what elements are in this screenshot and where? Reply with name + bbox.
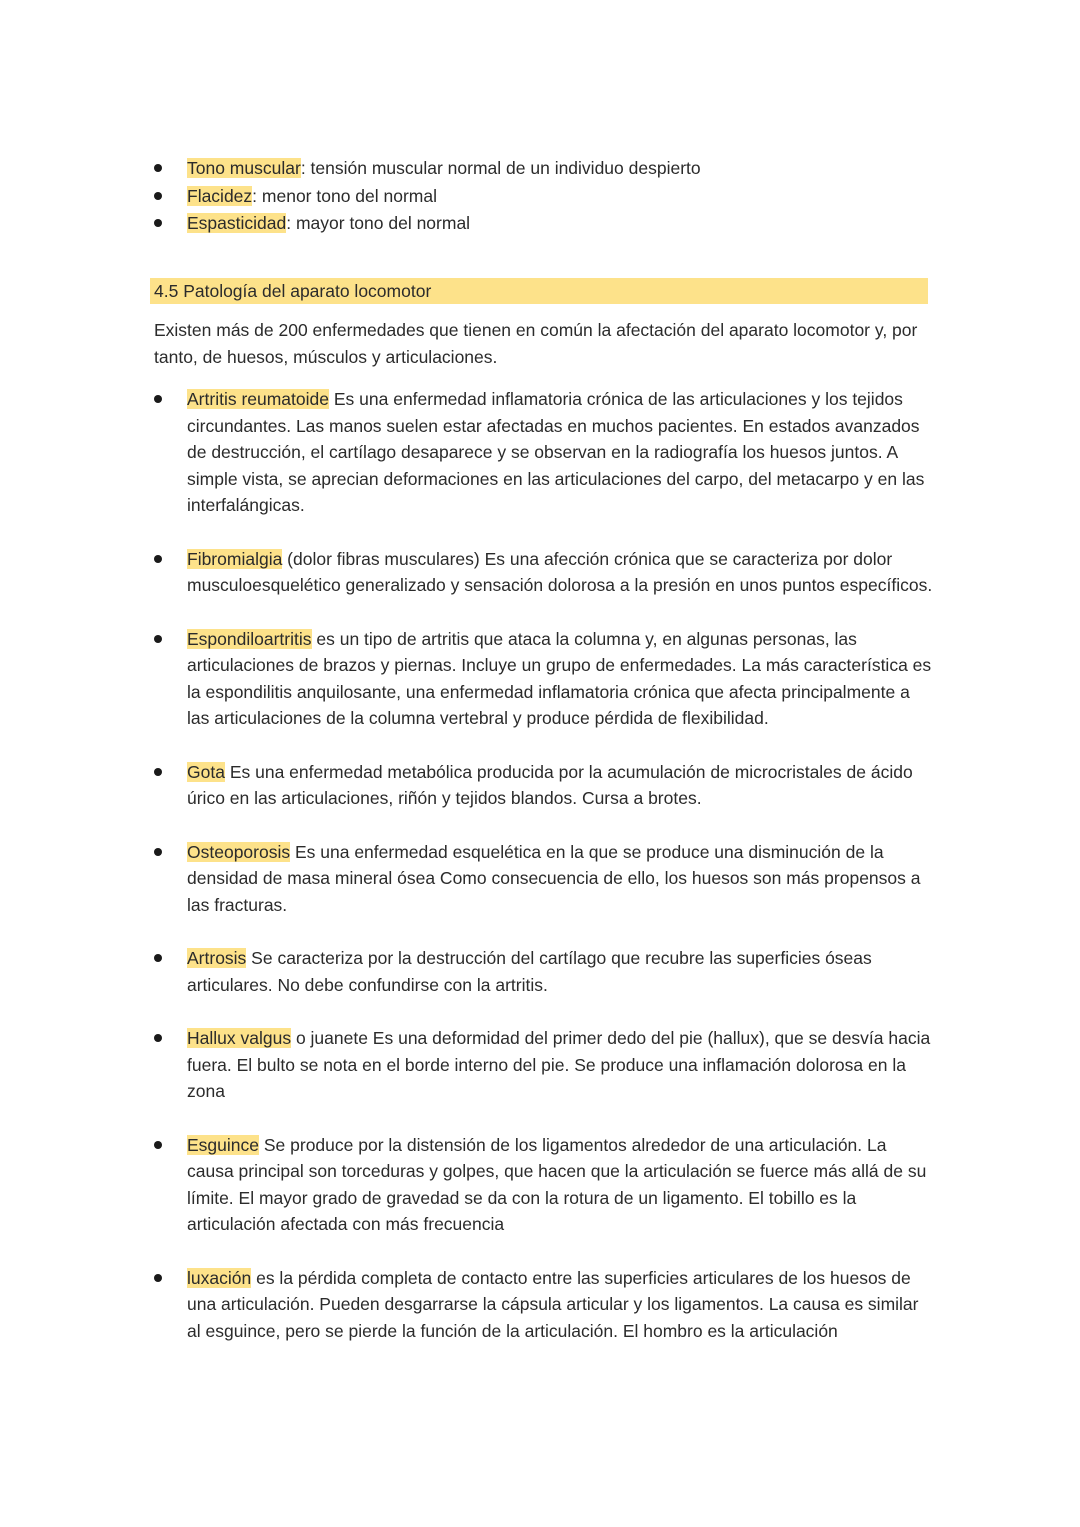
section-heading: 4.5 Patología del aparato locomotor (150, 278, 928, 304)
bullet-icon (154, 219, 162, 227)
bullet-icon (154, 848, 162, 856)
disease-list (154, 386, 934, 1371)
list-item (154, 945, 934, 998)
description-text: o juanete Es una deformidad del primer dedo del pie (hallux), que se desvía hacia fuera. El bulto se nota en el borde interno del pie. Se produce una inflamación dolorosa en la zona (187, 1028, 931, 1101)
bullet-icon (154, 192, 162, 200)
highlighted-term: Flacidez (187, 185, 253, 206)
description-text: es la pérdida completa de contacto entre las superficies articulares de los huesos de una articulación. Pueden desgarrarse la cápsula articular y los ligamentos. La causa es similar al esguince, pero se pierde la función de la articulación. El hombro es la articulación (187, 1267, 919, 1341)
description-text: Es una enfermedad inflamatoria crónica de las articulaciones y los tejidos circundantes. Las manos suelen estar afectadas en muchos pacientes. En estados avanzados de destrucción, el cartílago desaparece y se observan en la radiografía los huesos juntos. A simple vista, se aprecian deformaciones en las articulaciones del carpo, del metacarpo y en las interfalángicas. (187, 389, 925, 515)
list-item (154, 183, 934, 210)
highlighted-term: Gota (187, 761, 225, 782)
description-text: Se produce por la distensión de los ligamentos alrededor de una articulación. La causa principal son torceduras y golpes, que hacen que la articulación se fuerce más allá de su límite. El mayor grado de gravedad se da con la rotura de un ligamento. El tobillo es la articulación afectada con más frecuencia (187, 1134, 927, 1234)
list-item (154, 546, 934, 599)
list-item (154, 1132, 934, 1238)
description-text: (dolor fibras musculares) Es una afección crónica que se caracteriza por dolor musculoesquelético generalizado y sensación dolorosa a la presión en unos puntos específicos. (187, 548, 933, 595)
list-item (154, 759, 934, 812)
description-text: Es una enfermedad esquelética en la que se produce una disminución de la densidad de masa mineral ósea Como consecuencia de ello, los huesos son más propensos a las fracturas. (187, 841, 921, 915)
bullet-icon (154, 164, 162, 172)
bullet-icon (154, 635, 162, 643)
definition-text: : tensión muscular normal de un individuo despierto (300, 158, 701, 178)
bullet-icon (154, 1141, 162, 1149)
list-item (154, 210, 934, 237)
highlighted-term: Artrosis (187, 948, 247, 968)
intro-paragraph: Existen más de 200 enfermedades que tienen en común la afectación del aparato locomotor y, por tanto, de huesos, músculos y articulaciones. (154, 320, 918, 367)
highlighted-term: Osteoporosis (187, 841, 291, 862)
highlighted-term: Fibromialgia (187, 548, 283, 569)
bullet-icon (154, 768, 162, 776)
description-text: Es una enfermedad metabólica producida por la acumulación de microcristales de ácido úrico en las articulaciones, riñón y tejidos blandos. Cursa a brotes. (187, 761, 913, 808)
list-item (154, 386, 934, 519)
bullet-icon (154, 555, 162, 563)
list-item (154, 155, 934, 182)
highlighted-term: Espasticidad (187, 213, 287, 233)
list-item (154, 1265, 934, 1345)
bullet-icon (154, 1034, 162, 1042)
description-text: es un tipo de artritis que ataca la columna y, en algunas personas, las articulaciones de brazos y piernas. Incluye un grupo de enfermedades. La más característica es la espondilitis anquilosante, una enfermedad inflamatoria crónica que afecta principalmente a las articulaciones de la columna vertebral y produce pérdida de flexibilidad. (187, 628, 932, 728)
highlighted-term: Artritis reumatoide (187, 389, 329, 409)
highlighted-term: Hallux valgus (187, 1028, 292, 1048)
bullet-icon (154, 1274, 162, 1282)
list-item (154, 626, 934, 732)
bullet-icon (154, 954, 162, 962)
list-item (154, 839, 934, 919)
highlighted-term: Espondiloartritis (187, 628, 312, 649)
list-item (154, 1025, 934, 1105)
bullet-icon (154, 395, 162, 403)
highlighted-term: luxación (187, 1267, 252, 1288)
highlighted-term: Esguince (187, 1134, 259, 1155)
definition-text: : mayor tono del normal (286, 213, 471, 233)
description-text: Se caracteriza por la destrucción del cartílago que recubre las superficies óseas articulares. No debe confundirse con la artritis. (187, 948, 872, 995)
muscle-tone-list (154, 155, 934, 238)
highlighted-term: Tono muscular (187, 158, 301, 178)
definition-text: : menor tono del normal (252, 185, 437, 206)
